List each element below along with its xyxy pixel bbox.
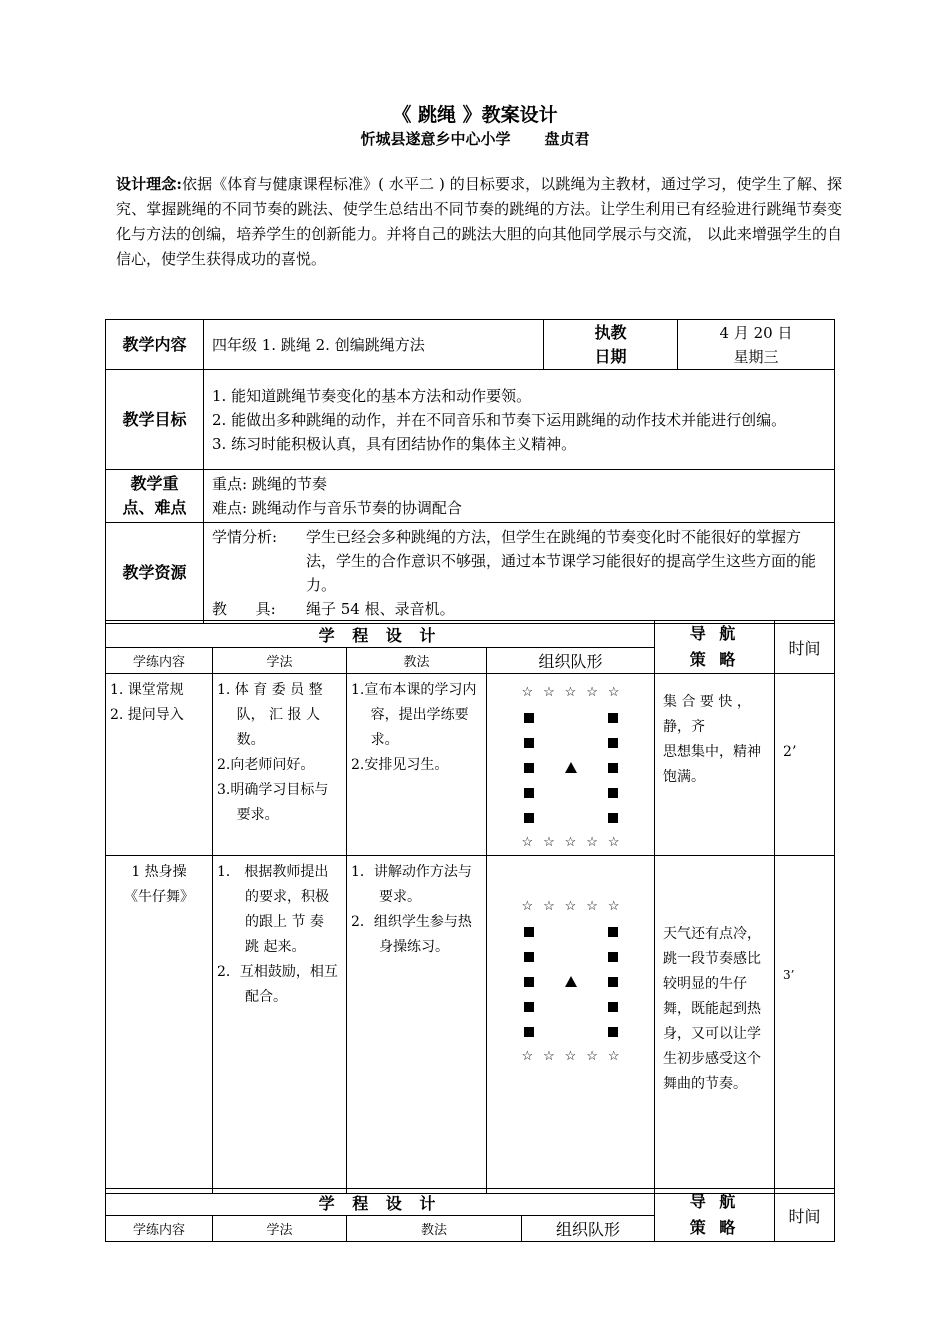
row2-teach <box>347 856 487 1194</box>
row1-teach <box>347 674 487 856</box>
nav-strategy-line2: 策 略 <box>689 1218 740 1237</box>
teaching-date-label-line1: 执教 <box>594 322 627 342</box>
list-item: 3.明确学习目标与要求。 <box>217 782 329 823</box>
teaching-goals <box>204 370 835 470</box>
difficulty-point: 难点: 跳绳动作与音乐节奏的协调配合 <box>212 499 462 517</box>
nav-strategy-line2: 策 略 <box>689 650 740 669</box>
key-difficulty-label-line2: 点、难点 <box>122 498 187 517</box>
student-analysis-label: 学情分析: <box>212 528 278 546</box>
teaching-resources-label: 教学资源 <box>106 523 204 624</box>
star-icon: ☆ <box>521 1049 534 1064</box>
process-design-title: 学 程 设 计 <box>106 621 655 648</box>
nav-strategy-header <box>655 621 775 674</box>
row1-content <box>106 674 213 856</box>
list-item: 2.向老师问好。 <box>217 757 315 773</box>
square-row <box>524 755 618 780</box>
key-difficulty-label-line1: 教学重 <box>130 474 179 493</box>
star-icon: ☆ <box>543 835 555 850</box>
square-icon <box>608 788 618 798</box>
star-icon: ☆ <box>586 685 598 700</box>
square-row <box>524 805 618 830</box>
square-icon <box>608 1002 618 1012</box>
list-item: 1. 课堂常规 <box>110 682 184 698</box>
list-item: 2．互相鼓励，相互配合。 <box>217 964 338 1005</box>
star-row <box>522 830 620 855</box>
square-icon <box>524 927 534 937</box>
row2-formation-diagram <box>487 856 655 1194</box>
process-table-continued <box>105 1188 835 1242</box>
list-item: 1． 根据教师提出的要求，积极的跟上 节 奏 跳 起来。 <box>217 864 329 955</box>
square-icon <box>524 952 534 962</box>
date-value: 4 月 20 日 <box>719 323 793 342</box>
row2-time: 3’ <box>775 856 835 1194</box>
square-icon <box>524 763 534 773</box>
equipment-text: 绳子 54 根、录音机。 <box>306 600 455 618</box>
square-icon <box>524 713 534 723</box>
key-difficulty <box>204 470 835 523</box>
col-study-method: 学法 <box>213 648 347 674</box>
col-teaching-method: 教法 <box>347 648 487 674</box>
star-icon: ☆ <box>607 835 620 850</box>
nav-strategy-header <box>655 1189 775 1242</box>
teacher-triangle-icon <box>565 976 577 987</box>
star-row <box>522 680 620 705</box>
list-item: 1．讲解动作方法与要求。 <box>351 864 472 905</box>
star-icon: ☆ <box>521 835 534 850</box>
square-row <box>524 919 618 944</box>
teacher-triangle-icon <box>565 762 577 773</box>
col-study-method: 学法 <box>213 1216 347 1242</box>
row2-method <box>213 856 347 1194</box>
square-icon <box>608 813 618 823</box>
weekday-value: 星期三 <box>733 347 779 366</box>
star-row <box>522 1044 620 1069</box>
star-icon: ☆ <box>543 899 555 914</box>
square-row <box>524 969 618 994</box>
square-icon <box>608 977 618 987</box>
col-formation: 组织队形 <box>522 1216 655 1242</box>
time-header: 时间 <box>775 1189 835 1242</box>
star-icon: ☆ <box>521 899 534 914</box>
square-icon <box>524 738 534 748</box>
row2-strategy: 天气还有点冷，跳一段节奏感比较明显的牛仔舞，既能起到热身，又可以让学生初步感受这个舞曲的节奏。 <box>655 856 775 1194</box>
row2-content <box>106 856 213 1194</box>
list-item: 1.宣布本课的学习内容，提出学练要求。 <box>351 682 477 748</box>
row1-formation-diagram <box>487 674 655 856</box>
teaching-date-value <box>678 320 835 370</box>
square-row <box>524 730 618 755</box>
nav-strategy-line1: 导 航 <box>689 624 740 643</box>
list-item: 2.安排见习生。 <box>351 757 449 773</box>
star-icon: ☆ <box>564 685 577 700</box>
col-practice-content: 学练内容 <box>106 648 213 674</box>
overview-table <box>105 319 835 624</box>
nav-strategy-line1: 导 航 <box>689 1192 740 1211</box>
star-icon: ☆ <box>607 685 620 700</box>
square-row <box>524 1019 618 1044</box>
key-difficulty-label <box>106 470 204 523</box>
process-design-title: 学 程 设 计 <box>106 1189 655 1216</box>
goal-item: 1. 能知道跳绳节奏变化的基本方法和动作要领。 <box>212 386 532 405</box>
student-analysis-text: 学生已经会多种跳绳的方法，但学生在跳绳的节奏变化时不能很好的掌握方法，学生的合作意识不够强，通过本节课学习能很好的提高学生这些方面的能力。 <box>306 528 817 594</box>
design-concept <box>116 172 842 272</box>
square-row <box>524 705 618 730</box>
list-item: 《牛仔舞》 <box>124 889 194 905</box>
star-icon: ☆ <box>521 685 534 700</box>
square-icon <box>524 1027 534 1037</box>
square-row <box>524 994 618 1019</box>
row1-time: 2’ <box>775 674 835 856</box>
square-icon <box>608 952 618 962</box>
key-point: 重点: 跳绳的节奏 <box>212 475 327 493</box>
star-icon: ☆ <box>543 1049 555 1064</box>
row1-strategy: 集 合 要 快 ，静，齐 思想集中，精神饱满。 <box>655 674 775 856</box>
row1-method <box>213 674 347 856</box>
teaching-resources <box>204 523 835 624</box>
col-practice-content: 学练内容 <box>106 1216 213 1242</box>
square-icon <box>524 813 534 823</box>
square-icon <box>608 713 618 723</box>
col-formation: 组织队形 <box>487 648 655 674</box>
square-row <box>524 944 618 969</box>
equipment <box>212 597 826 621</box>
square-icon <box>608 1027 618 1037</box>
square-icon <box>524 788 534 798</box>
goal-item: 3. 练习时能积极认真，具有团结协作的集体主义精神。 <box>212 434 577 453</box>
design-concept-label: 设计理念: <box>116 175 182 193</box>
star-icon: ☆ <box>607 899 620 914</box>
star-icon: ☆ <box>586 1049 598 1064</box>
student-analysis <box>212 525 826 597</box>
star-icon: ☆ <box>607 1049 620 1064</box>
list-item: 2. 提问导入 <box>110 707 184 723</box>
teaching-content-value: 四年级 1. 跳绳 2. 创编跳绳方法 <box>204 320 544 370</box>
teaching-content-label: 教学内容 <box>106 320 204 370</box>
page-title: 《 跳绳 》教案设计 <box>392 104 558 126</box>
teaching-date-label <box>544 320 678 370</box>
page-subtitle <box>0 128 950 149</box>
author-name: 盘贞君 <box>544 130 590 148</box>
list-item: 1 热身操 <box>131 864 187 880</box>
list-item: 1. 体 育 委 员 整队， 汇 报 人数。 <box>217 682 323 748</box>
square-icon <box>608 927 618 937</box>
col-teaching-method: 教法 <box>347 1216 522 1242</box>
star-icon: ☆ <box>586 899 598 914</box>
process-table <box>105 620 835 1194</box>
school-name: 忻城县遂意乡中心小学 <box>360 130 511 148</box>
equipment-label: 教 具: <box>212 600 276 618</box>
square-icon <box>524 977 534 987</box>
list-item: 2．组织学生参与热身操练习。 <box>351 914 472 955</box>
star-row <box>522 894 620 919</box>
square-icon <box>608 763 618 773</box>
teaching-date-label-line2: 日期 <box>594 346 627 366</box>
square-icon <box>608 738 618 748</box>
square-row <box>524 780 618 805</box>
time-header: 时间 <box>775 621 835 674</box>
design-concept-text: 依据《体育与健康课程标准》( 水平二 ) 的目标要求，以跳绳为主教材，通过学习，使学生了解、探究、掌握跳绳的不同节奏的跳法、使学生总结出不同节奏的跳绳的方法。让学生利用已有经验进行跳绳节奏变化与方法的创编，培养学生的创新能力。并将自己的跳法大胆的向其他同学展示与交流， 以此来增强学生的自信心，使学生获得成功的喜悦。 <box>116 175 842 268</box>
star-icon: ☆ <box>564 1049 577 1064</box>
goal-item: 2. 能做出多种跳绳的动作，并在不同音乐和节奏下运用跳绳的动作技术并能进行创编。 <box>212 410 787 429</box>
star-icon: ☆ <box>543 685 555 700</box>
square-icon <box>524 1002 534 1012</box>
teaching-goals-label: 教学目标 <box>106 370 204 470</box>
star-icon: ☆ <box>586 835 598 850</box>
star-icon: ☆ <box>564 899 577 914</box>
star-icon: ☆ <box>564 835 577 850</box>
